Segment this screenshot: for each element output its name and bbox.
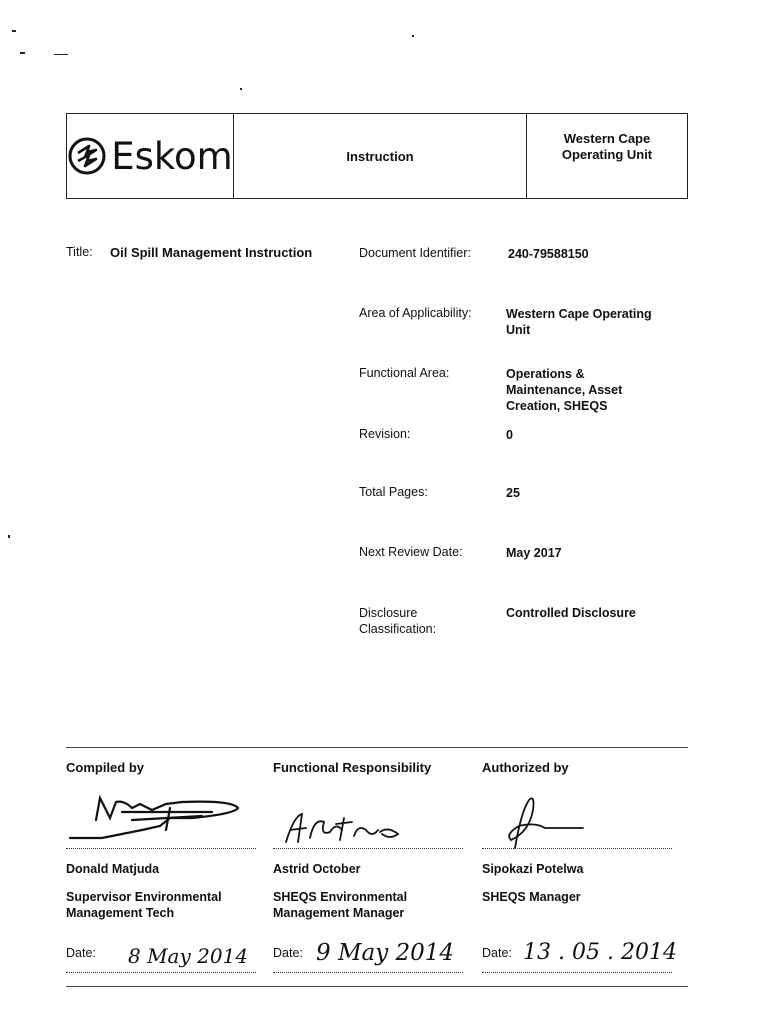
signoff-top-rule: [66, 747, 688, 748]
operating-unit-line-1: Western Cape: [563, 131, 651, 146]
functional-role: [273, 889, 407, 921]
compiled-role-line-1: Supervisor Environmental: [66, 890, 222, 904]
authorized-name: Sipokazi Potelwa: [482, 862, 584, 876]
functional-date: 9 May 2014: [316, 940, 455, 966]
eskom-logo-icon: [67, 136, 107, 176]
authorized-date-line: [482, 972, 672, 973]
disclosure-value: Controlled Disclosure: [506, 606, 636, 620]
disclosure-label-line-1: Disclosure: [359, 606, 418, 620]
authorized-signature: [495, 792, 595, 850]
authorized-role-line-1: SHEQS Manager: [482, 890, 581, 904]
doc-id-value: 240-79588150: [508, 247, 589, 261]
compiled-date-line: [66, 972, 256, 973]
disclosure-label-line-2: Classification:: [359, 622, 437, 636]
logo-cell: [67, 114, 234, 198]
signoff-bottom-rule: [66, 986, 688, 987]
document-type: Instruction: [346, 148, 414, 164]
authorized-date: 13 . 05 . 2014: [523, 940, 677, 965]
compiled-role-line-2: Management Tech: [66, 906, 175, 920]
disclosure-label: [359, 605, 436, 637]
area-value: [506, 306, 652, 338]
compiled-date-label: Date:: [66, 946, 96, 960]
functional-responsibility-heading: Functional Responsibility: [273, 760, 432, 775]
revision-label: Revision:: [359, 427, 411, 441]
functional-area-label: Functional Area:: [359, 366, 450, 380]
total-pages-value: 25: [506, 486, 520, 500]
authorized-date-label: Date:: [482, 946, 512, 960]
functional-signature-line: [273, 848, 463, 849]
operating-unit: [526, 114, 687, 198]
functional-area-value: [506, 366, 622, 414]
next-review-value: May 2017: [506, 546, 562, 560]
functional-role-line-2: Management Manager: [273, 906, 405, 920]
header-box: [66, 113, 688, 199]
compiled-name: Donald Matjuda: [66, 862, 160, 876]
functional-role-line-1: SHEQS Environmental: [273, 890, 408, 904]
compiled-by-heading: Compiled by: [66, 760, 145, 775]
title-label: Title:: [66, 245, 93, 259]
functional-date-line: [273, 972, 463, 973]
compiled-signature-line: [66, 848, 256, 849]
total-pages-label: Total Pages:: [359, 485, 428, 499]
functional-signature: [280, 808, 420, 848]
functional-area-line-1: Operations &: [506, 367, 585, 381]
functional-area-line-3: Creation, SHEQS: [506, 399, 608, 413]
functional-date-label: Date:: [273, 946, 303, 960]
operating-unit-line-2: Operating Unit: [561, 147, 653, 162]
document-title: Oil Spill Management Instruction: [110, 245, 313, 260]
functional-name: Astrid October: [273, 862, 361, 876]
authorized-role: [482, 889, 581, 905]
area-label: Area of Applicability:: [359, 306, 472, 320]
compiled-role: [66, 889, 222, 921]
functional-area-line-2: Maintenance, Asset: [506, 383, 623, 397]
area-value-line-1: Western Cape Operating: [506, 307, 652, 321]
eskom-logo-text: Eskom: [111, 134, 233, 178]
authorized-signature-line: [482, 848, 672, 849]
compiled-signature: [62, 790, 252, 850]
revision-value: 0: [506, 428, 513, 442]
doc-id-label: Document Identifier:: [359, 246, 471, 260]
next-review-label: Next Review Date:: [359, 545, 463, 559]
area-value-line-2: Unit: [506, 323, 531, 337]
compiled-date: 8 May 2014: [128, 944, 249, 968]
authorized-by-heading: Authorized by: [482, 760, 569, 775]
